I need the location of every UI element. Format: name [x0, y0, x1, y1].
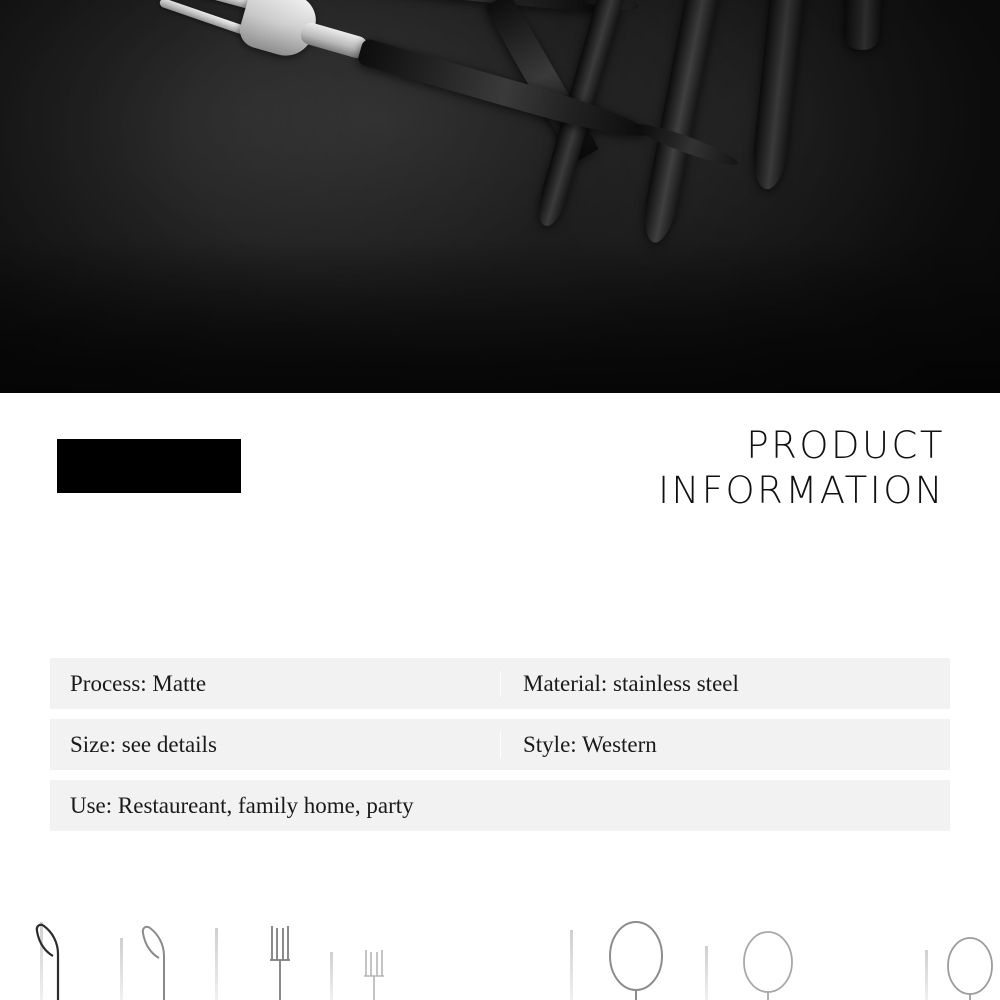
hero-product-photo [0, 0, 1000, 393]
product-information-section [0, 393, 1000, 918]
sketch-spoon-2 [720, 930, 830, 1000]
table-row [50, 719, 950, 770]
spec-table [50, 658, 950, 841]
spec-use: Use: Restaureant, family home, party [70, 792, 414, 818]
sketch-spoon-1 [590, 920, 700, 1000]
spec-size: Size: see details [70, 731, 217, 757]
hero-vignette [0, 0, 1000, 393]
table-row [50, 780, 950, 831]
page-title-line-2: INFORMATION [658, 469, 945, 513]
spec-material: Material: stainless steel [500, 671, 950, 697]
page-title-line-1: PRODUCT [746, 424, 945, 467]
sketch-fork-2 [340, 946, 410, 1000]
cutlery-sketch-strip [0, 918, 1000, 1000]
sketch-spoon-3 [930, 936, 1000, 1000]
sketch-knife-1 [20, 920, 90, 1000]
spec-style: Style: Western [500, 732, 950, 758]
sketch-fork-1 [250, 920, 320, 1000]
spec-process: Process: Matte [70, 670, 207, 696]
table-row [50, 658, 950, 709]
page-title [658, 423, 945, 513]
accent-bar [57, 439, 241, 493]
sketch-knife-2 [120, 920, 200, 1000]
